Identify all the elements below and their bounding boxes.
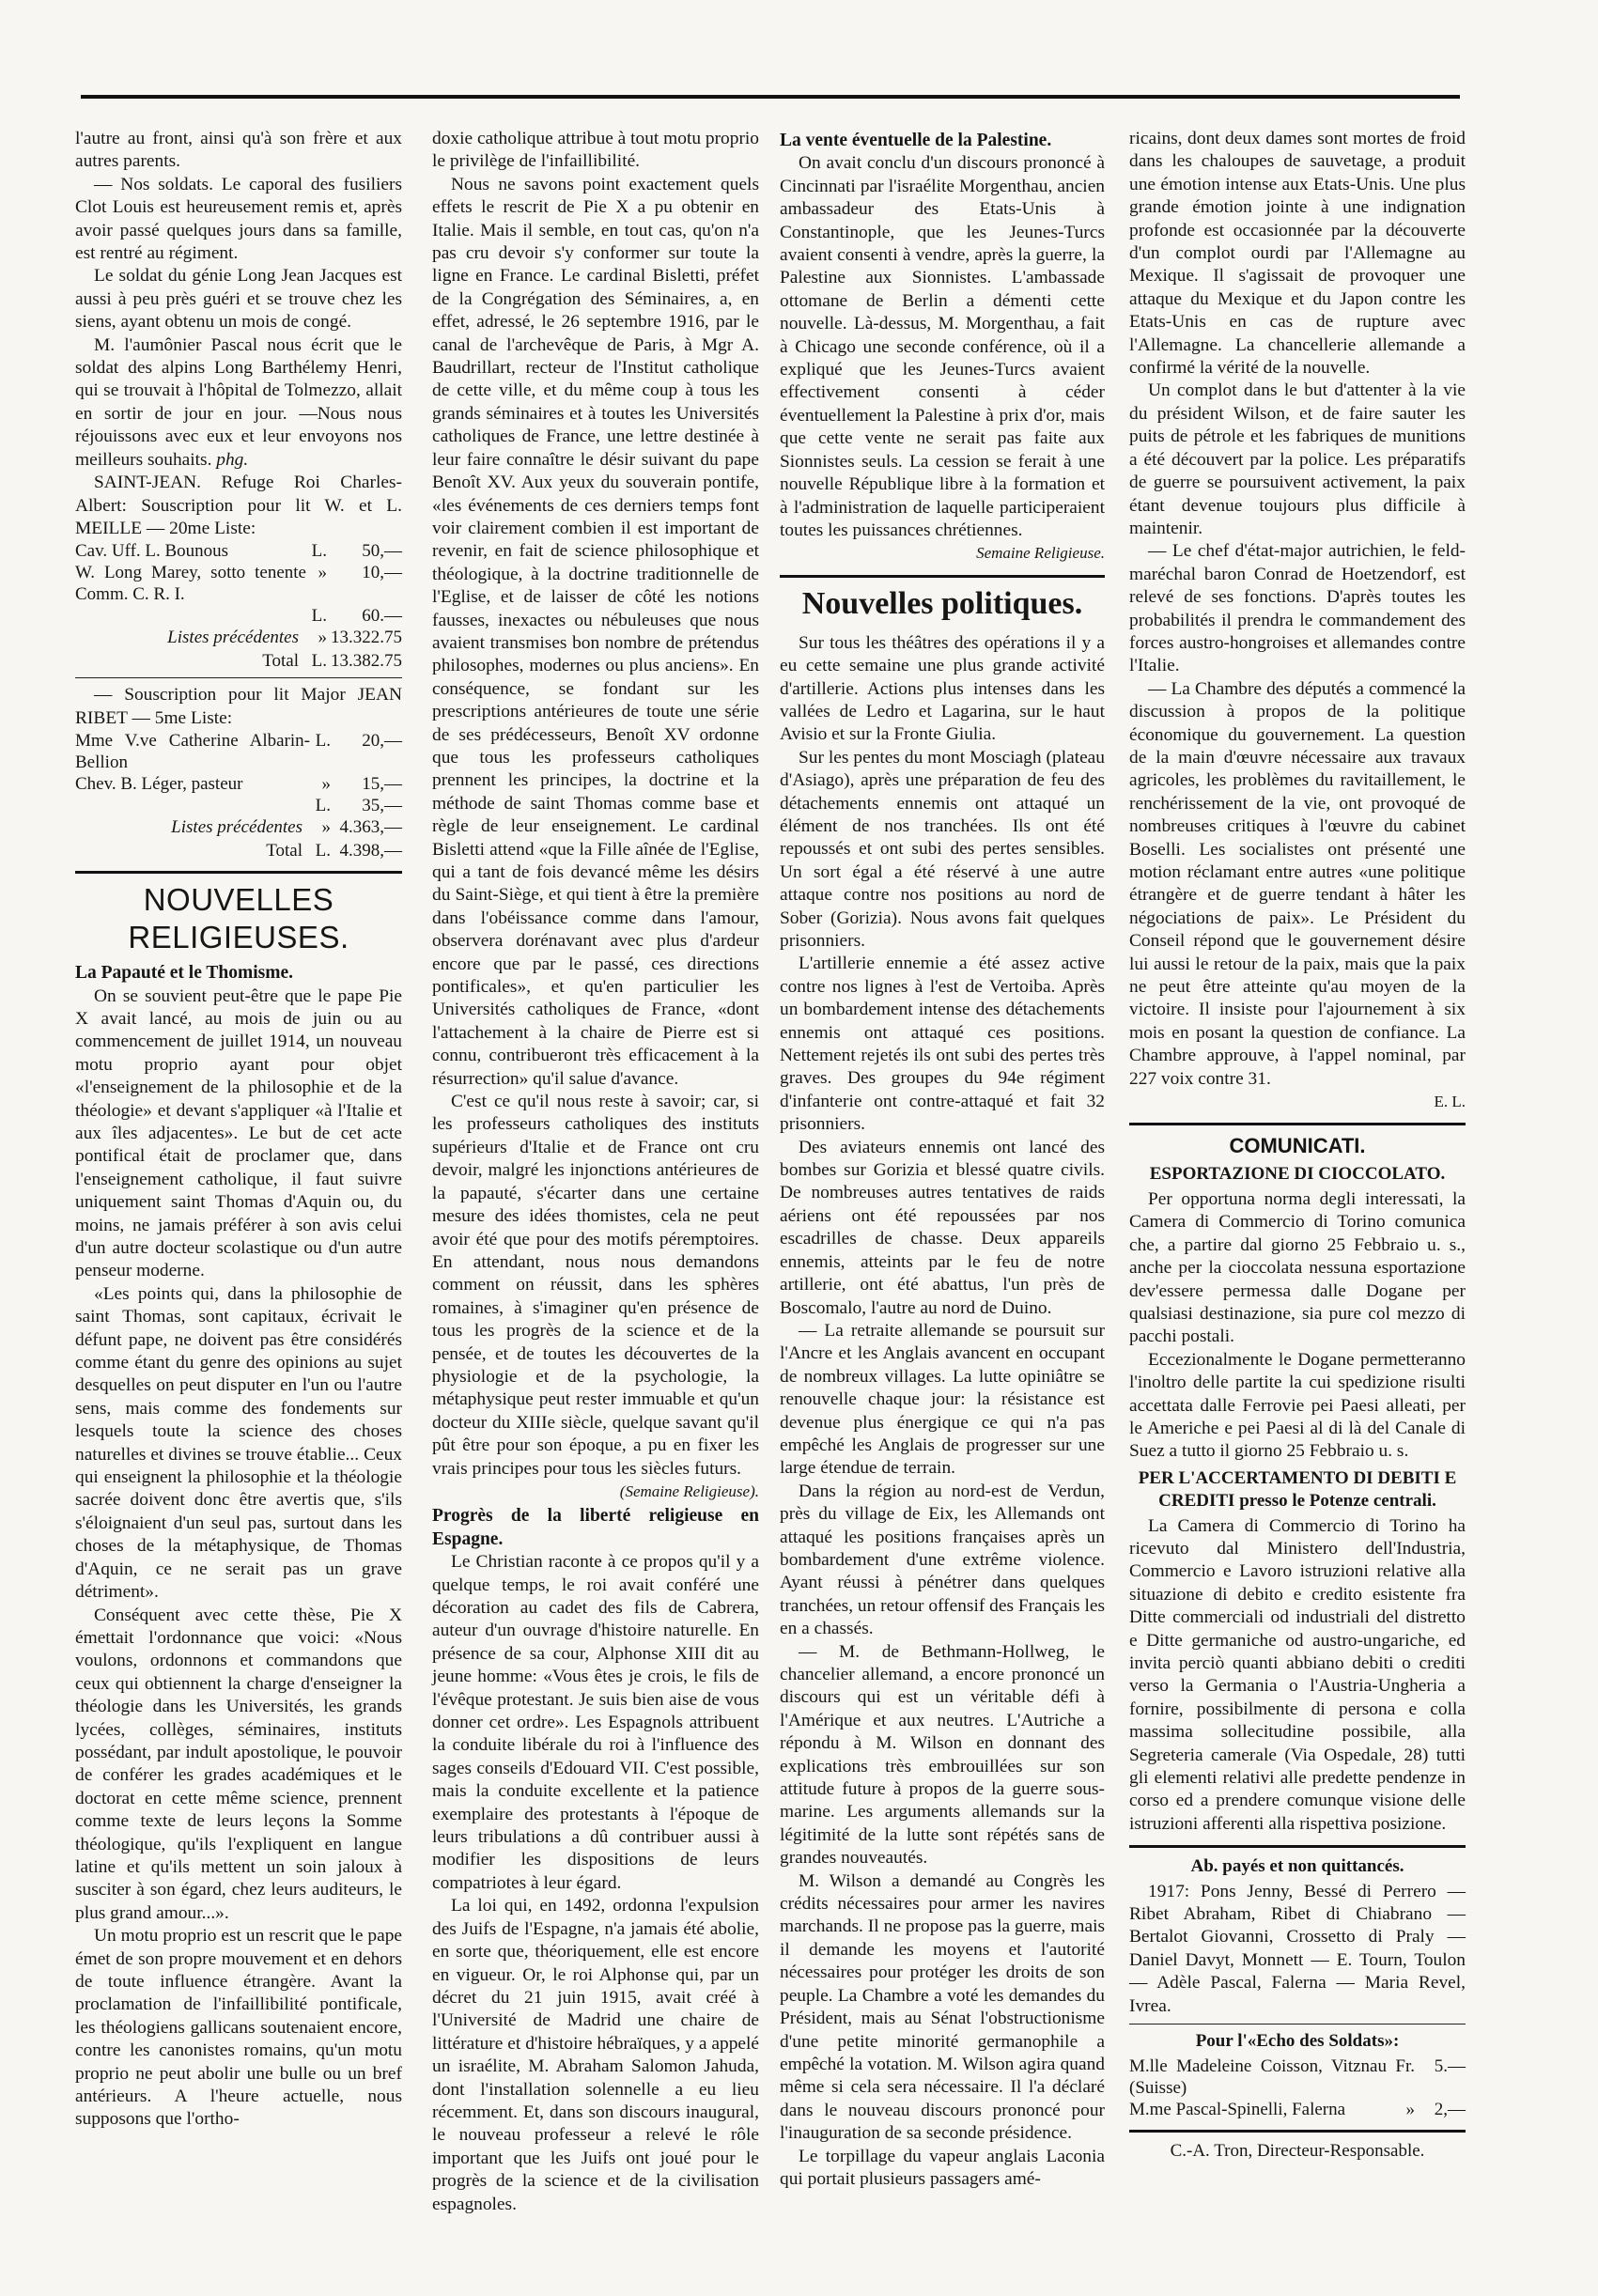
- source-credit: (Semaine Religieuse).: [619, 1482, 759, 1500]
- paragraph: Conséquent avec cette thèse, Pie X émettait l'ordonnance que voici: «Nous voulons, ordonnons et commandons que ceux qui obtiennent la charge d'enseigner la théologie dans les Universités, les grands lycées, collèges, séminaires, instituts possédant, par indult apostolique, le pouvoir de conférer les grades académiques et le doctorat en cette même science, prennent comme texte de leurs leçons la Somme théologique, qu'ils l'expliquent en langue latine et qu'ils mettent un soin jaloux à susciter à son égard, chez leurs auditeurs, le plus grand amour...».: [75, 1605, 402, 1923]
- label: Listes précédentes: [171, 817, 303, 838]
- paragraph: L'artillerie ennemie a été assez active contre nos lignes à l'est de Vertoiba. Après un bombardement intense des détachements ennemis ont attaqué ces positions. Nettement rejetés ils ont subi des pertes très graves. Des groupes du 94e régiment d'infanterie ont contre-attaqué et fait 32 prisonniers.: [780, 954, 1105, 1135]
- paragraph: Eccezionalmente le Dogane permetteranno l'inoltro delle partite la cui spedizione risulti accettata dalle Ferrovie pei Paesi alleati, per le Americhe e pei Paesi al di là del Canale di Suez a tutto il giorno 25 Febbraio u. s.: [1129, 1349, 1466, 1462]
- table-row: [75, 795, 402, 816]
- section-title: COMUNICATI.: [1229, 1134, 1366, 1158]
- table-row: [75, 540, 402, 562]
- donor: Cav. Uff. L. Bounous: [75, 541, 229, 562]
- table-row: [75, 627, 402, 648]
- paragraph: Dans la région au nord-est de Verdun, près du village de Eix, les Allemands ont attaqué les positions françaises après un bombardement d'une extrême violence. Ayant réussi à pénétrer dans quelques tranchées, un retour offensif des Français les en a chassés.: [780, 1481, 1105, 1639]
- table-row: [75, 730, 402, 773]
- currency: L.: [311, 606, 327, 627]
- section-title: Nouvelles politiques.: [801, 585, 1083, 621]
- currency: »: [321, 774, 331, 795]
- amount: 50,—: [362, 541, 402, 562]
- paragraph: M. Wilson a demandé au Congrès les crédits nécessaires pour armer les navires marchands. Il ne propose pas la guerre, mais il demande les moyens et l'autorité nécessaires pour protéger les droits de son peuple. La Chambre a voté les demandes du Président, mais au Sénat l'obstructionisme d'une petite minorité germanophile a empêché la votation. M. Wilson agira quand même si cela sera nécessaire. Il l'a déclaré dans le nouveau discours prononcé pour l'inauguration de sa seconde présidence.: [780, 1870, 1105, 2144]
- currency: Fr.: [1395, 2056, 1415, 2076]
- column-3: [780, 128, 1105, 2191]
- currency: L.: [311, 541, 327, 562]
- amount: 13.322.75: [331, 628, 402, 648]
- amount: 20,—: [362, 731, 402, 752]
- paragraph: Des aviateurs ennemis ont lancé des bombes sur Gorizia et blessé quatre civils. De nombreuses autres tentatives de raids aériens ont été repoussées par nos escadrilles de chasse. Deux appareils ennemis, atteints par le feu de notre artillerie, ont été abattus, l'un près de Boscomalo, l'autre au nord de Duino.: [780, 1137, 1105, 1318]
- article-heading: Progrès de la liberté religieuse en Espagne.: [432, 1506, 759, 1549]
- notice-heading: Ab. payés et non quittancés.: [1190, 1856, 1404, 1877]
- notice-heading: PER L'ACCERTAMENTO DI DEBITI E CREDITI presso le Potenze centrali.: [1138, 1467, 1457, 1512]
- section-title: NOUVELLES RELIGIEUSES.: [128, 882, 349, 955]
- paragraph: Un complot dans le but d'attenter à la vie du président Wilson, et de faire sauter les puits de pétrole et les fabriques de munitions a été découvert par la police. Les préparatifs de guerre se poursuivent activement, la paix étant devenue toujours plus difficile à maintenir.: [1129, 380, 1466, 538]
- table-row: [75, 773, 402, 795]
- paragraph: Nous ne savons point exactement quels effets le rescrit de Pie X a pu obtenir en Italie. Mais il semble, en tout cas, qu'on n'a pas cru devoir s'y conformer sur toute la ligne en France. Le cardinal Bisletti, préfet de la Congrégation des Séminaires, a, en effet, adressé, le 26 septembre 1916, par le canal de l'archevêque de Paris, à Mgr A. Baudrillart, recteur de l'Institut catholique de cette ville, et du même coup à tous les grands séminaires et à toutes les Universités catholiques de France, une lettre destinée à leur faire connaître le désir suivant du pape Benoît XV. Aux yeux du souverain pontife, «les événements de ces derniers temps font voir clairement combien il est important de revenir, en fait de science philosophique et théologique, à la doctrine traditionnelle de l'Eglise, et de laisser de côté les notions fausses, inexactes ou nébuleuses que nous avaient transmises bon nombre de prétendus philosophes, modernes ou plus anciens». En conséquence, se fondant sur les prescriptions antérieures de toute une série de ses prédécesseurs, Benoît XV ordonne que tous les professeurs catholiques prennent les principes, la doctrine et la méthode de saint Thomas comme base et règle de leur enseignement. Le cardinal Bisletti attend «que la Fille aînée de l'Eglise, qui a tant de fois devancé même les désirs du Saint-Siège, et qui tient à être la première dans l'obéissance comme dans l'amour, observera dorénavant avec plus d'ardeur encore que par le passé, ces directions pontificales», et qu'en particulier les Universités catholiques de France, «dont l'attachement à la chaire de Pierre est si connu, contribueront très efficacement à la résurrection» qu'il salue d'avance.: [432, 174, 759, 1089]
- top-rule: [81, 95, 1460, 99]
- donor: Mme V.ve Catherine Albarin-Bellion: [75, 731, 310, 773]
- table-row: [75, 562, 402, 605]
- currency: »: [1405, 2099, 1415, 2119]
- amount: 60.—: [362, 606, 402, 627]
- section-divider: [1129, 1123, 1466, 1125]
- section-divider: [1129, 1845, 1466, 1848]
- paragraph: C'est ce qu'il nous reste à savoir; car, si les professeurs catholiques des instituts supérieurs d'Italie et de France ont cru devoir, malgré les injonctions antérieures de la papauté, s'écarter dans une certaine mesure des idées thomistes, cela ne peut avoir été que pour des motifs péremptoires. En attendant, nous nous demandons comment on réussit, dans les sphères romaines, à s'imaginer qu'en présence de tous les progrès de la science et de la pensée, et de toutes les découvertes de la physiologie et de la psychologie, la métaphysique peut rester immuable et qu'un docteur du XIIIe siècle, quelque savant qu'il pût être pour son époque, a pu en fixer les vrais principes pour tous les siècles futurs.: [432, 1092, 759, 1479]
- amount: 35,—: [362, 796, 402, 816]
- subscription-table-1: [75, 540, 402, 672]
- divider: [1129, 2024, 1466, 2025]
- label: Total: [262, 651, 299, 672]
- paragraph: «Les points qui, dans la philosophie de saint Thomas, sont capitaux, écrivait le défunt pape, ne doivent pas être considérés comme étant du genre des opinions au sujet desquelles on peut disputer en l'un ou l'autre sens, mais comme des fondements sur lesquels toute la science des choses naturelles et divines se trouve établie... Ceux qui enseignent la philosophie et la théologie sacrée doivent donc être avertis que, s'ils s'éloignaient d'un seul pas, surtout dans les choses de la métaphysique, de Thomas d'Aquin, ce ne serait pas un grave détriment».: [75, 1283, 402, 1603]
- label: Total: [266, 841, 303, 861]
- paragraph: l'autre au front, ainsi qu'à son frère et aux autres parents.: [75, 129, 402, 172]
- paragraph: — M. de Bethmann-Hollweg, le chancelier allemand, a encore prononcé un discours qui est un véritable défi à l'Amérique et aux neutres. L'Autriche a répondu à M. Wilson en donnant des explications très embrouillées sur son attitude future à propos de la guerre sous-marine. Les arguments allemands sur la légitimité de la lutte sont répétés sans de grandes nouveautés.: [780, 1641, 1105, 1869]
- amount: 13.382.75: [331, 651, 402, 672]
- amount: 4.363,—: [339, 817, 402, 838]
- currency: L.: [311, 651, 327, 672]
- amount: 4.398,—: [339, 841, 402, 861]
- notice-heading: Pour l'«Echo des Soldats»:: [1195, 2031, 1400, 2052]
- paragraph: [75, 334, 402, 472]
- currency: L.: [315, 731, 331, 752]
- column-1: [75, 128, 402, 2132]
- publisher-footer: C.-A. Tron, Directeur-Responsable.: [1170, 2140, 1425, 2161]
- donor: M.me Pascal-Spinelli, Falerna: [1129, 2099, 1346, 2119]
- column-2: [432, 128, 759, 2216]
- currency: »: [318, 563, 327, 583]
- paragraph: — La retraite allemande se poursuit sur l'Ancre et les Anglais avancent en occupant de nombreux villages. La lutte opiniâtre se renouvelle chaque jour: la résistance est devenue plus énergique ce qui n'a pas empêché les Anglais de progresser sur une large étendue de terrain.: [780, 1320, 1105, 1479]
- amount: 10,—: [362, 563, 402, 583]
- table-row: [75, 605, 402, 627]
- divider: [75, 677, 402, 678]
- amount: 15,—: [362, 774, 402, 795]
- signature: E. L.: [1434, 1093, 1466, 1111]
- paragraph: La Camera di Commercio di Torino ha ricevuto dal Ministero dell'Industria, Commercio e Lavoro istruzioni relative alla situazione di debito e credito esistente fra Ditte commerciali od industriali del distretto e Ditte germaniche od austro-ungariche, ed invita perciò quanti abbiano debiti o crediti verso la Germania o l'Austria-Ungheria a fornire, possibilmente di persona e colla massima sollecitudine possibile, alla Segreteria camerale (Via Ospedale, 28) tutti gli elementi relativi alle predette pendenze in corso ed a prendere comunque visione delle istruzioni afferenti alla rispettiva posizione.: [1129, 1515, 1466, 1834]
- subscription-heading: SAINT-JEAN. Refuge Roi Charles-Albert: Souscription pour lit W. et L. MEILLE — 20me Liste:: [75, 473, 402, 538]
- paragraph: Un motu proprio est un rescrit que le pape émet de son propre mouvement et en dehors de toute influence étrangère. Avant la proclamation de l'infaillibilité pontificale, les théologiens gallicans soutenaient encore, contre les canonistes romains, qu'un motu proprio ne peut abolir une bulle ou un bref antérieurs. A l'heure actuelle, nous supposons que l'ortho-: [75, 1926, 402, 2130]
- table-row: [75, 816, 402, 838]
- section-divider: [780, 575, 1105, 578]
- notice-heading: ESPORTAZIONE DI CIOCCOLATO.: [1149, 1164, 1446, 1185]
- donor: W. Long Marey, sotto tenente Comm. C. R. I.: [75, 563, 306, 605]
- paragraph: Sur tous les théâtres des opérations il y a eu cette semaine une plus grande activité d'artillerie. Actions plus intenses dans les vallées de Ledro et Lagarina, sur le haut Avisio et sur la Fronte Giulia.: [780, 632, 1105, 745]
- table-row: [75, 648, 402, 672]
- currency: L.: [315, 841, 331, 861]
- donor: Chev. B. Léger, pasteur: [75, 774, 243, 795]
- paragraph: On avait conclu d'un discours prononcé à Cincinnati par l'israélite Morgenthau, ancien ambassadeur des Etats-Unis à Constantinople, que les Jeunes-Turcs avaient consenti à vendre, après la guerre, la Palestine aux Sionnistes. L'ambassade ottomane de Berlin a démenti cette nouvelle. Là-dessus, M. Morgenthau, a fait à Chicago une seconde conférence, où il a expliqué que les Jeunes-Turcs avaient effectivement consenti à céder éventuellement la Palestine à prix d'or, mais que cette vente ne serait pas faite aux Sionnistes seuls. La cession se ferait à une nouvelle République libre à la formation et à l'administration de laquelle participeraient toutes les puissances chrétiennes.: [780, 153, 1105, 540]
- article-heading: La vente éventuelle de la Palestine.: [780, 131, 1052, 150]
- paragraph: — La Chambre des députés a commencé la discussion à propos de la politique économique du gouvernement. La question de la main d'œuvre nécessaire aux travaux agricoles, les problèmes du ravitaillement, le renchérissement de la vie, ont provoqué de nombreuses critiques à l'œuvre du cabinet Boselli. Les socialistes ont présenté une motion réclamant entre autres «une politique étrangère et de guerre tendant à hâter les négociations de paix». Le Président du Conseil répond que le gouvernement désire lui aussi le retour de la paix, mais que la paix ne peut être atteinte qu'au moyen de la victoire. Il insiste pour l'ajournement à six mois en posant la question de confiance. La Chambre approuve, à l'appel nominal, par 227 voix contre 31.: [1129, 678, 1466, 1089]
- paragraph: Per opportuna norma degli interessati, la Camera di Commercio di Torino comunica che, a partire dal giorno 25 Febbraio u. s., anche per la cioccolata nessuna esportazione dev'essere permessa dalle Dogane per qualsiasi destinazione, sia pure col mezzo di pacchi postali.: [1129, 1188, 1466, 1347]
- paragraph: ricains, dont deux dames sont mortes de froid dans les chaloupes de sauvetage, a produit une émotion intense aux Etats-Unis. Une plus grande émotion jointe à une indignation profonde est occasionnée par la découverte d'un complot ourdi par l'Allemagne au Mexique. Il s'agissait de provoquer une attaque du Mexique et du Japon contre les Etats-Unis en cas de rupture avec l'Allemagne. La chancellerie allemande a confirmé la vérité de la nouvelle.: [1129, 129, 1466, 379]
- label: Listes précédentes: [167, 628, 299, 648]
- currency: L.: [315, 796, 331, 816]
- currency: »: [321, 817, 331, 838]
- source-credit: Semaine Religieuse.: [976, 544, 1105, 563]
- column-4: [1129, 128, 1466, 2163]
- table-row: [75, 838, 402, 861]
- paragraph: 1917: Pons Jenny, Bessé di Perrero — Ribet Abraham, Ribet di Chiabrano — Bertalot Giovanni, Crossetto di Praly — Daniel Davyt, Monnett — E. Tourn, Toulon — Adèle Pascal, Falerna — Maria Revel, Ivrea.: [1129, 1881, 1466, 2016]
- signature: phg.: [216, 449, 249, 470]
- paragraph: La loi qui, en 1492, ordonna l'expulsion des Juifs de l'Espagne, n'a jamais été abolie, en sorte que, théoriquement, elle est encore en vigueur. Or, le roi Alphonse qui, par un décret du 21 juin 1915, avait créé à l'Université de Madrid une chaire de littérature et d'histoire hébraïques, y a appelé un israélite, M. Abraham Salomon Jahuda, dont l'installation solennelle a eu lieu récemment. Et, dans son discours inaugural, le nouveau professeur a relevé le rôle important que les Juifs ont joué pour le progrès de la science et de la civilisation espagnoles.: [432, 1896, 759, 2214]
- amount: 5.—: [1434, 2056, 1466, 2076]
- table-row: [1129, 2056, 1466, 2099]
- table-row: [1129, 2099, 1466, 2120]
- currency: »: [318, 628, 327, 648]
- subscription-heading: — Souscription pour lit Major JEAN RIBET — 5me Liste:: [75, 685, 402, 728]
- paragraph: Sur les pentes du mont Mosciagh (plateau d'Asiago), après une préparation de feu des détachements ennemis ont attaqué un élément de nos tranchées. Ils ont été repoussés et ont subi des pertes sensibles. Un sort égal a été réservé à une autre attaque contre nos positions au nord de Sober (Gorizia). Nous avons fait quelques prisonniers.: [780, 747, 1105, 951]
- donation-table: [1129, 2056, 1466, 2120]
- paragraph: doxie catholique attribue à tout motu proprio le privilège de l'infaillibilité.: [432, 129, 759, 172]
- donor: M.lle Madeleine Coisson, Vitznau (Suisse): [1129, 2056, 1387, 2098]
- paragraph: Le Christian raconte à ce propos qu'il y a quelque temps, le roi avait conféré une décoration au cadet des fils de Cabrera, auteur d'un ouvrage d'histoire naturelle. En présence de sa cour, Alphonse XIII dit au jeune homme: «Vous êtes je crois, le fils de l'évêque protestant. Je suis bien aise de vous donner cet ordre». Les Espagnols attribuent la conduite libérale du roi à l'influence des sages conseils d'Edouard VII. C'est possible, mais la conduite excellente et la patience exemplaire des protestants à l'époque de leurs tribulations a dû contribuer aussi à modifier les dispositions de leurs compatriotes à leur égard.: [432, 1552, 759, 1893]
- paragraph-text: M. l'aumônier Pascal nous écrit que le soldat des alpins Long Barthélemy Henri, qui se trouvait à l'hôpital de Tolmezzo, allait en sortir de jour en jour. —Nous nous réjouissons avec eux et leur envoyons nos meilleurs souhaits.: [75, 334, 402, 470]
- amount: 2,—: [1434, 2099, 1466, 2119]
- paragraph: — Le chef d'état-major autrichien, le feld-maréchal baron Conrad de Hoetzendorf, est relevé de ses fonctions. D'après toutes les probabilités il prendra le commandement des forces austro-hongroises et allemandes contre l'Italie.: [1129, 541, 1466, 676]
- paragraph: Le soldat du génie Long Jean Jacques est aussi à peu près guéri et se trouve chez les siens, ayant obtenu un mois de congé.: [75, 266, 402, 333]
- subscription-table-2: [75, 730, 402, 861]
- paragraph: — Nos soldats. Le caporal des fusiliers Clot Louis est heureusement remis et, après avoir passé quelques jours dans sa famille, est rentré au régiment.: [75, 174, 402, 264]
- section-divider: [75, 871, 402, 874]
- section-divider: [1129, 2130, 1466, 2133]
- article-heading: La Papauté et le Thomisme.: [75, 963, 294, 984]
- paragraph: On se souvient peut-être que le pape Pie X avait lancé, au mois de juin ou au commencement de juillet 1914, un nouveau motu proprio ayant pour objet «l'enseignement de la philosophie et de la théologie» et devant s'appliquer «à l'Italie et aux îles adjacentes». Le but de cet acte pontifical était de proclamer que, dans l'enseignement catholique, il faut suivre uniquement saint Thomas d'Aquin ou, du moins, ne jamais préférer à son avis celui d'un autre docteur scolastique ou d'un autre penseur moderne.: [75, 985, 402, 1281]
- paragraph: Le torpillage du vapeur anglais Laconia qui portait plusieurs passagers amé-: [780, 2146, 1105, 2189]
